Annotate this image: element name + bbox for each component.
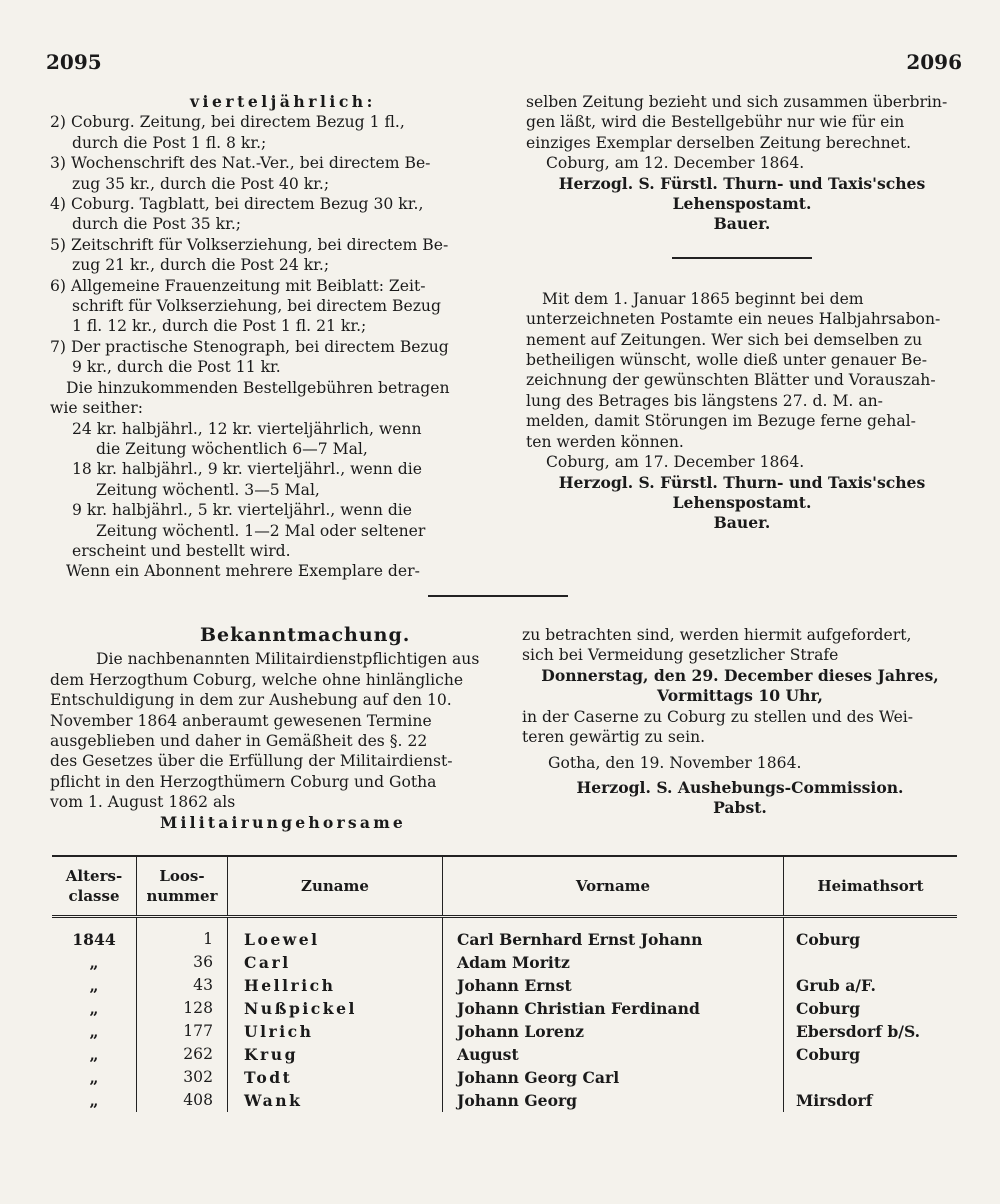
appointment-date: Donnerstag, den 29. December dieses Jahres, [541,665,939,685]
cell-loosnummer: 43 [137,974,228,997]
header-zuname: Zuname [228,856,443,917]
office-name-2: Lehenspostamt. [672,194,812,214]
text-line: die Zeitung wöchentlich 6—7 Mal, [96,439,368,458]
cell-heimathsort: Mirsdorf [784,1089,958,1112]
text-line: des Gesetzes über die Erfüllung der Militairdienst- [50,752,453,771]
cell-altersclasse: „ [89,1045,99,1064]
table-row [52,917,957,952]
conscripts-table [52,855,957,1112]
top-right-column [526,92,958,534]
text-line: 2) Coburg. Zeitung, bei directem Bezug 1 fl., [50,113,405,132]
notice-continuation [526,92,958,153]
section-divider [428,595,568,597]
cell-vorname: Johann Ernst [443,974,784,997]
cell-vorname: Johann Christian Ferdinand [443,997,784,1020]
text-line: schrift für Volkserziehung, bei directem Bezug [72,297,441,316]
header-altersclasse: Alters- classe [52,856,137,917]
text-line: Zeitung wöchentl. 1—2 Mal oder seltener [96,521,426,540]
notice-date-2: Coburg, am 17. December 1864. [546,453,805,472]
notice-subscription [526,289,958,452]
table-row [52,1066,957,1089]
text-line: durch die Post 35 kr.; [72,215,242,234]
signature-2: Bauer. [713,513,771,533]
table-body [52,917,957,1113]
text-line: nement auf Zeitungen. Wer sich bei demselben zu [526,330,923,349]
text-line: zeichnung der gewünschten Blätter und Vorauszah- [526,371,936,390]
cell-heimathsort: Coburg [784,1043,958,1066]
notice-date: Coburg, am 12. December 1864. [546,154,805,173]
text-line: Mit dem 1. Januar 1865 beginnt bei dem [542,289,864,308]
text-line: 6) Allgemeine Frauenzeitung mit Beiblatt: Zeit- [50,276,426,295]
appointment-time: Vormittags 10 Uhr, [657,686,823,706]
bekanntmachung-left [50,625,490,833]
office-name-3: Herzogl. S. Fürstl. Thurn- und Taxis'sches [558,472,926,492]
table-row [52,974,957,997]
cell-loosnummer: 408 [137,1089,228,1112]
text-line: zu betrachten sind, werden hiermit aufgefordert, [522,626,912,644]
cell-zuname: Loewel [228,917,443,952]
cell-zuname: Wank [228,1089,443,1112]
cell-zuname: Carl [228,951,443,974]
text-line: pflicht in den Herzogthümern Coburg und Gotha [50,772,437,791]
text-line: in der Caserne zu Coburg zu stellen und des Wei- [522,707,914,726]
text-line: 9 kr. halbjährl., 5 kr. vierteljährl., wenn die [72,501,413,520]
table-row [52,997,957,1020]
cell-heimathsort: Ebersdorf b/S. [784,1020,958,1043]
text-line: 3) Wochenschrift des Nat.-Ver., bei directem Be- [50,154,431,173]
cell-zuname: Ulrich [228,1020,443,1043]
cell-altersclasse: 1844 [72,930,116,949]
cell-heimathsort: Grub a/F. [784,974,958,997]
text-line: wie seither: [50,399,143,418]
text-line: dem Herzogthum Coburg, welche ohne hinlängliche [50,670,464,689]
bekanntmachung-title: Bekanntmachung. [200,624,411,646]
cell-altersclasse: „ [89,999,99,1018]
cell-altersclasse: „ [89,953,99,972]
signature: Bauer. [713,214,771,234]
cell-altersclasse: „ [89,1022,99,1041]
text-line: melden, damit Störungen im Bezuge ferne gehal- [526,412,916,431]
office-name-4: Lehenspostamt. [672,492,812,512]
page-number-left: 2095 [46,50,102,74]
cell-zuname: Todt [228,1066,443,1089]
text-line: 4) Coburg. Tagblatt, bei directem Bezug 30 kr., [50,195,424,214]
cell-vorname: Johann Lorenz [443,1020,784,1043]
table-row [52,1043,957,1066]
text-line: 1 fl. 12 kr., durch die Post 1 fl. 21 kr.; [72,317,367,336]
cell-heimathsort [784,951,958,974]
cell-vorname: Carl Bernhard Ernst Johann [443,917,784,952]
cell-heimathsort [784,1066,958,1089]
bekanntmachung-right [522,625,958,819]
cell-loosnummer: 302 [137,1066,228,1089]
text-line: betheiligen wünscht, wolle dieß unter genauer Be- [526,351,927,370]
section-heading: vierteljährlich: [190,92,376,111]
header-loosnummer: Loos- nummer [137,856,228,917]
cell-altersclasse: „ [89,1068,99,1087]
text-line: vom 1. August 1862 als [50,793,236,812]
table-row [52,1020,957,1043]
text-line: 7) Der practische Stenograph, bei directem Bezug [50,337,449,356]
text-line: 9 kr., durch die Post 11 kr. [72,358,281,377]
text-line: unterzeichneten Postamte ein neues Halbjahrsabon- [526,310,941,329]
cell-heimathsort: Coburg [784,997,958,1020]
text-line: zug 21 kr., durch die Post 24 kr.; [72,256,330,275]
text-line: 18 kr. halbjährl., 9 kr. vierteljährl., wenn die [72,460,422,479]
commission-name: Herzogl. S. Aushebungs-Commission. [576,777,904,797]
bekanntmachung-text-right [522,625,958,666]
cell-loosnummer: 1 [137,917,228,952]
cell-vorname: August [443,1043,784,1066]
commission-signature: Pabst. [713,798,767,818]
cell-heimathsort: Coburg [784,917,958,952]
cell-zuname: Krug [228,1043,443,1066]
text-line: sich bei Vermeidung gesetzlicher Strafe [522,646,839,665]
text-line: 24 kr. halbjährl., 12 kr. vierteljährlich, wenn [72,419,422,438]
text-line: Wenn ein Abonnent mehrere Exemplare der- [66,562,420,581]
bekanntmachung-text-right-2 [522,707,958,748]
text-line: lung des Betrages bis längstens 27. d. M. an- [526,391,883,410]
divider [672,257,812,259]
table-header-row [52,856,957,917]
cell-vorname: Johann Georg Carl [443,1066,784,1089]
header-heimathsort: Heimathsort [784,856,958,917]
fee-list [50,112,490,581]
cell-loosnummer: 262 [137,1043,228,1066]
text-line: selben Zeitung bezieht und sich zusammen überbrin- [526,93,948,111]
table-row [52,951,957,974]
text-line: gen läßt, wird die Bestellgebühr nur wie für ein [526,113,905,132]
cell-vorname: Adam Moritz [443,951,784,974]
bekanntmachung-text [50,649,490,812]
header-vorname: Vorname [443,856,784,917]
text-line: teren gewärtig zu sein. [522,728,706,747]
cell-zuname: Hellrich [228,974,443,997]
text-line: ausgeblieben und daher in Gemäßheit des §. 22 [50,732,428,751]
cell-zuname: Nußpickel [228,997,443,1020]
text-line: November 1864 anberaumt gewesenen Termine [50,711,432,730]
text-line: 5) Zeitschrift für Volkserziehung, bei directem Be- [50,235,449,254]
text-line: Zeitung wöchentl. 3—5 Mal, [96,480,320,499]
cell-vorname: Johann Georg [443,1089,784,1112]
text-line: erscheint und bestellt wird. [72,541,291,560]
cell-altersclasse: „ [89,976,99,995]
top-left-column [50,92,490,582]
office-name: Herzogl. S. Fürstl. Thurn- und Taxis'sches [558,173,926,193]
text-line: Die hinzukommenden Bestellgebühren betragen [66,378,450,397]
cell-altersclasse: „ [89,1091,99,1110]
text-line: einziges Exemplar derselben Zeitung berechnet. [526,133,912,152]
text-line: zug 35 kr., durch die Post 40 kr.; [72,174,330,193]
place-date: Gotha, den 19. November 1864. [548,754,802,773]
text-line: Entschuldigung in dem zur Aushebung auf den 10. [50,691,452,710]
spaced-heading: Militairungehorsame [160,812,407,832]
cell-loosnummer: 177 [137,1020,228,1043]
table-row [52,1089,957,1112]
text-line: Die nachbenannten Militairdienstpflichtigen aus [96,650,480,669]
cell-loosnummer: 128 [137,997,228,1020]
text-line: ten werden können. [526,432,684,451]
cell-loosnummer: 36 [137,951,228,974]
page-number-right: 2096 [906,50,962,74]
text-line: durch die Post 1 fl. 8 kr.; [72,133,267,152]
